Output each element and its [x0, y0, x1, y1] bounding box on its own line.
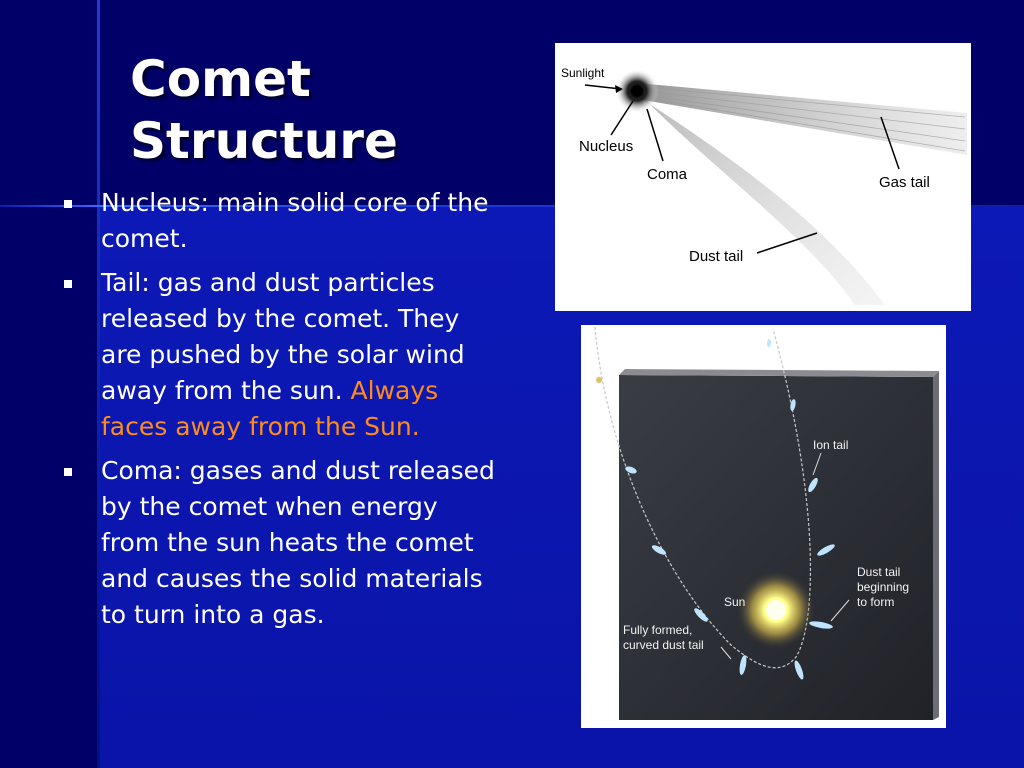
bullet-text: Tail: gas and dust particles released by the comet. They are pushed by the solar wind away from the sun.: [101, 268, 465, 405]
gas-tail-shape: [637, 83, 967, 155]
label-dust-tail-line1: Dust tail: [857, 565, 901, 579]
bullet-highlight: Always faces away from the Sun.: [101, 376, 439, 441]
bullet-square-icon: [64, 200, 72, 208]
label-gas-tail: Gas tail: [879, 174, 930, 191]
comet-orbit-diagram: [581, 325, 946, 728]
label-nucleus: Nucleus: [579, 138, 634, 155]
space-panel: [619, 375, 933, 720]
comet-structure-diagram: [555, 43, 971, 311]
bullet-list: [60, 185, 500, 641]
label-ion-tail: Ion tail: [813, 438, 849, 452]
label-dust-tail: Dust tail: [689, 248, 744, 265]
label-dust-tail-line3: to form: [857, 595, 895, 609]
bullet-nucleus: [60, 185, 500, 257]
label-sun: Sun: [724, 595, 746, 609]
bullet-text: Coma: gases and dust released by the comet when energy from the sun heats the comet and causes the solid materials to turn into a gas.: [101, 456, 495, 629]
bullet-tail: [60, 265, 500, 445]
label-fully-formed-line1: Fully formed,: [623, 623, 693, 637]
title-line-2: Structure: [130, 112, 398, 170]
label-coma: Coma: [647, 166, 688, 183]
comet-structure-svg: [555, 43, 971, 311]
bullet-coma: [60, 453, 500, 633]
panel-edge: [933, 371, 939, 720]
nucleus-dot: [631, 85, 643, 97]
bullet-text: Nucleus: main solid core of the comet.: [101, 188, 489, 253]
comet-orbit-svg: [581, 325, 946, 728]
bullet-square-icon: [64, 468, 72, 476]
coma-pointer: [647, 109, 663, 161]
title-line-1: Comet: [130, 50, 311, 108]
label-dust-tail-line2: beginning: [857, 580, 910, 594]
bullet-square-icon: [64, 280, 72, 288]
label-sunlight: Sunlight: [561, 66, 605, 80]
sun-core: [766, 600, 786, 620]
label-fully-formed-line2: curved dust tail: [623, 638, 704, 652]
slide-title: [130, 48, 398, 172]
comet-far-marker: [596, 377, 602, 383]
